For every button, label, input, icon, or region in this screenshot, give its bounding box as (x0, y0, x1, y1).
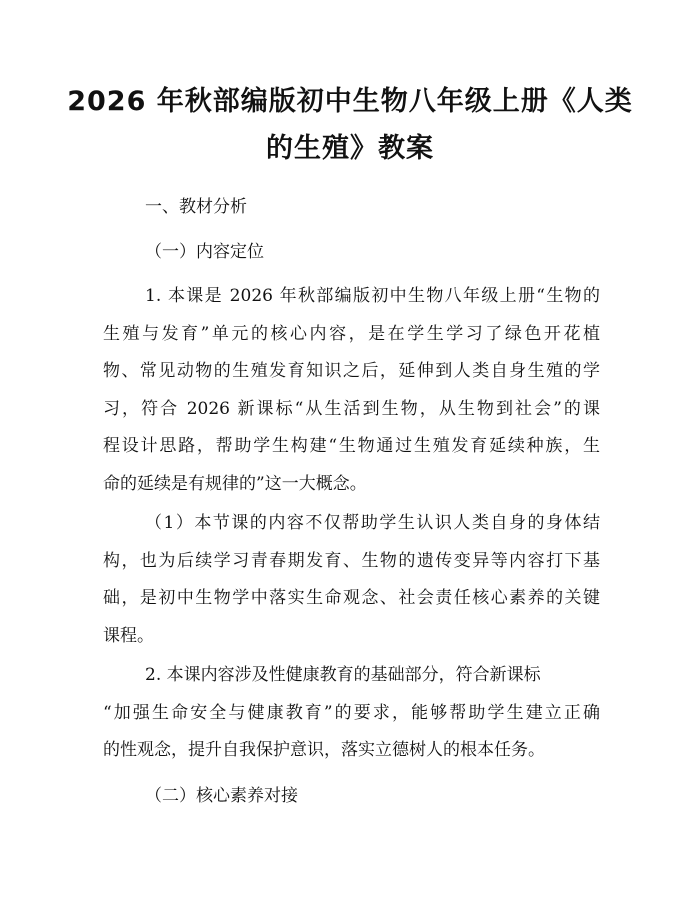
paragraph-1-line: 命的延续是有规律的”这一大概念。 (103, 473, 367, 494)
paragraph-2-line: （1）本节课的内容不仅帮助学生认识人类自身的身体结 (145, 513, 600, 533)
paragraph-3-line: 的性观念，提升自我保护意识，落实立德树人的根本任务。 (103, 740, 545, 761)
paragraph-1-line: 生殖与发育”单元的核心内容，是在学生学习了绿色开花植 (103, 323, 600, 344)
paragraph-2-line: 构，也为后续学习青春期发育、生物的遗传变异等内容打下基 (103, 550, 600, 571)
document-title-line-1: 2026 年秋部编版初中生物八年级上册《人类 (67, 86, 633, 117)
paragraph-1-line: 物、常见动物的生殖发育知识之后，延伸到人类自身生殖的学 (103, 361, 600, 382)
subsection-heading-core-literacy: （二）核心素养对接 (145, 786, 298, 806)
paragraph-3-line: “加强生命安全与健康教育”的要求，能够帮助学生建立正确 (103, 702, 600, 723)
paragraph-2-line: 课程。 (103, 625, 154, 646)
section-heading-textbook-analysis: 一、教材分析 (145, 197, 247, 217)
paragraph-3 (103, 657, 600, 770)
paragraph-2 (103, 505, 600, 655)
paragraph-1-line: 程设计思路，帮助学生构建“生物通过生殖发育延续种族，生 (103, 436, 600, 457)
paragraph-1-line: 习，符合 2026 新课标“从生活到生物，从生物到社会”的课 (103, 398, 600, 419)
paragraph-1 (103, 278, 600, 504)
document-title-line-2: 的生殖》教案 (266, 133, 434, 164)
subsection-heading-content-positioning: （一）内容定位 (145, 242, 264, 262)
paragraph-1-line: 1. 本课是 2026 年秋部编版初中生物八年级上册“生物的 (145, 286, 600, 306)
paragraph-3-line: 2. 本课内容涉及性健康教育的基础部分，符合新课标 (145, 665, 541, 685)
paragraph-2-line: 础，是初中生物学中落实生命观念、社会责任核心素养的关键 (103, 588, 600, 609)
